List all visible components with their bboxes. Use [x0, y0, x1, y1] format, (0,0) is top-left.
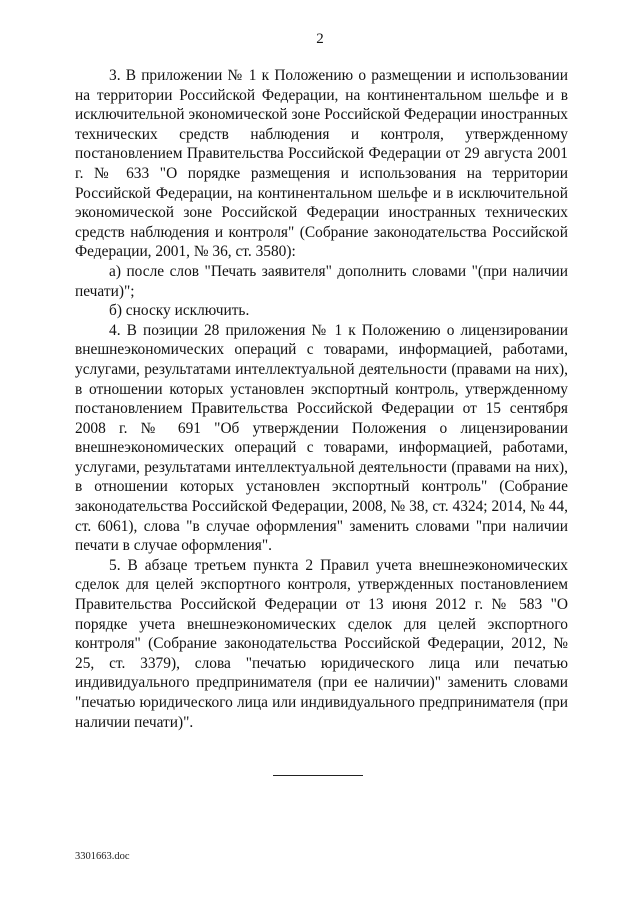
document-body — [75, 66, 568, 732]
paragraph-item-3: 3. В приложении № 1 к Положению о размещении и использовании на территории Российской Федерации, на континентальном шельфе и в исключительной экономической зоне Российской Федерации иностранных технических средств наблюдения и контроля, утвержденному постановлением Правительства Российской Федерации от 29 августа 2001 г. № 633 "О порядке размещения и использования на территории Российской Федерации, на континентальном шельфе и в исключительной экономической зоне Российской Федерации иностранных технических средств наблюдения и контроля" (Собрание законодательства Российской Федерации, 2001, № 36, ст. 3580): — [75, 67, 568, 261]
document-file-code: 3301663.doc — [75, 851, 130, 862]
paragraph-item-5: 5. В абзаце третьем пункта 2 Правил учета внешнеэкономических сделок для целей экспортного контроля, утвержденных постановлением Правительства Российской Федерации от 13 июня 2012 г. № 583 "О порядке учета внешнеэкономических сделок для целей экспортного контроля" (Собрание законодательства Российской Федерации, 2012, № 25, ст. 3379), слова "печатью юридического лица или печатью индивидуального предпринимателя (при ее наличии)" заменить словами "печатью юридического лица или индивидуального предпринимателя (при наличии печати)". — [75, 556, 568, 731]
paragraph-subitem-a: а) после слов "Печать заявителя" дополнить словами "(при наличии печати)"; — [75, 262, 568, 300]
page-number: 2 — [316, 31, 324, 47]
paragraph-item-4: 4. В позиции 28 приложения № 1 к Положению о лицензировании внешнеэкономических операций с товарами, информацией, работами, услугами, результатами интеллектуальной деятельности (правами на них), в отношении которых установлен экспортный контроль, утвержденному постановлением Правительства Российской Федерации от 15 сентября 2008 г. № 691 "Об утверждении Положения о лицензировании внешнеэкономических операций с товарами, информацией, работами, услугами, результатами интеллектуальной деятельности (правами на них), в отношении которых установлен экспортный контроль" (Собрание законодательства Российской Федерации, 2008, № 38, ст. 4324; 2014, № 44, ст. 6061), слова "в случае оформления" заменить словами "при наличии печати в случае оформления". — [75, 321, 568, 555]
end-of-text-separator — [273, 775, 363, 776]
paragraph-subitem-b: б) сноску исключить. — [109, 302, 250, 320]
